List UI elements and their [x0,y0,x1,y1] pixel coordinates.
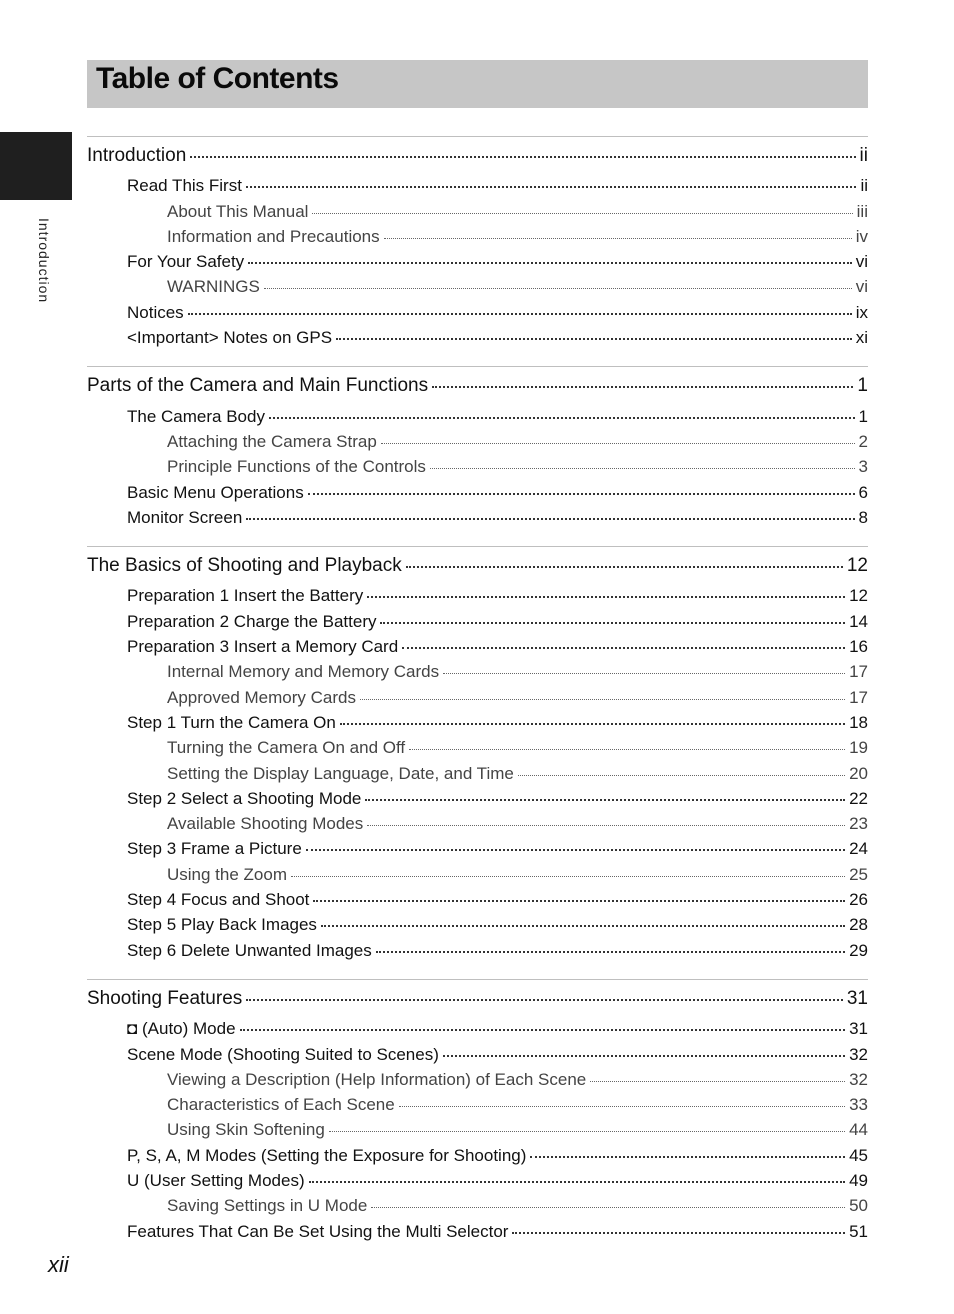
dot-leader [590,1079,845,1082]
toc-entry-label: ◘ (Auto) Mode [127,1019,236,1039]
toc-entry-label: Basic Menu Operations [127,482,304,502]
dot-leader [246,516,854,520]
toc-entry-page: vi [855,277,868,297]
toc-entry[interactable] [87,249,868,274]
toc-entry-label: Preparation 2 Charge the Battery [127,611,377,631]
toc-section-heading[interactable] [87,553,868,578]
toc-entry[interactable] [87,609,868,634]
toc-entry-label: Preparation 3 Insert a Memory Card [127,637,399,657]
dot-leader [409,747,845,750]
toc-entry-page: 14 [849,611,868,631]
section-page: 1 [857,375,868,397]
toc-entry[interactable] [87,836,868,861]
toc-entry[interactable] [87,325,868,350]
toc-entry[interactable] [87,1042,868,1067]
dot-leader [269,415,855,419]
toc-subentry[interactable] [87,1193,868,1218]
toc-entry[interactable] [87,887,868,912]
dot-leader [329,1129,845,1132]
toc-entry-label: Information and Precautions [167,226,380,246]
dot-leader [312,211,852,214]
toc-entry-label: Characteristics of Each Scene [167,1095,395,1115]
dot-leader [512,1230,845,1234]
section-title: Parts of the Camera and Main Functions [87,375,429,397]
toc-entry-page: 50 [849,1196,868,1216]
toc-entry-page: 29 [849,940,868,960]
dot-leader [306,847,845,851]
toc-section [87,366,868,530]
section-gap [87,963,868,979]
toc-subentry[interactable] [87,199,868,224]
dot-leader [308,491,855,495]
toc-entry[interactable] [87,480,868,505]
toc-entry-label: Scene Mode (Shooting Suited to Scenes) [127,1044,439,1064]
toc-entry-page: 44 [849,1120,868,1140]
toc-entry-label: Attaching the Camera Strap [167,431,377,451]
dot-leader [399,1104,845,1107]
toc-entry-label: Viewing a Description (Help Information) of Each Scene [167,1069,587,1089]
toc-entry-page: 12 [849,586,868,606]
toc-entry-page: 3 [858,457,868,477]
dot-leader [367,594,845,598]
toc-entry-page: 17 [849,662,868,682]
toc-entry-label: U (User Setting Modes) [127,1170,305,1190]
dot-leader [291,874,845,877]
dot-leader [248,260,852,264]
toc-subentry[interactable] [87,224,868,249]
toc-entry-page: vi [855,252,868,272]
chapter-side-label: Introduction [36,218,52,304]
toc-entry-label: Setting the Display Language, Date, and Time [167,763,514,783]
title-bar [87,60,868,108]
toc-section [87,979,868,1244]
dot-leader [360,697,845,700]
dot-leader [188,311,852,315]
section-gap [87,530,868,546]
dot-leader [313,898,845,902]
toc-entry[interactable] [87,938,868,963]
dot-leader [530,1154,845,1158]
toc-entry-page: 18 [849,712,868,732]
section-gap [87,350,868,366]
toc-entry-label: Step 4 Focus and Shoot [127,890,310,910]
toc-entry[interactable] [87,634,868,659]
toc-subentry[interactable] [87,1067,868,1092]
toc-entry-label: Internal Memory and Memory Cards [167,662,440,682]
dot-leader [264,286,852,289]
toc-entry[interactable] [87,300,868,325]
dot-leader [432,384,853,388]
toc-entry[interactable] [87,404,868,429]
toc-entry-page: 1 [858,406,868,426]
page-title: Table of Contents [96,62,339,95]
toc-entry-page: 32 [849,1044,868,1064]
toc-section [87,136,868,350]
toc-subentry[interactable] [87,659,868,684]
section-page: 31 [846,987,868,1009]
toc-entry-label: Using the Zoom [167,864,287,884]
toc-subentry[interactable] [87,454,868,479]
toc-entry-label: Turning the Camera On and Off [167,738,406,758]
toc-entry[interactable] [87,1168,868,1193]
dot-leader [246,997,843,1001]
dot-leader [336,336,852,340]
section-page: 12 [846,555,868,577]
toc-entry-page: 24 [849,839,868,859]
toc-entry-label: Saving Settings in U Mode [167,1196,368,1216]
toc-entry-label: Principle Functions of the Controls [167,457,426,477]
toc-entry-label: WARNINGS [167,277,260,297]
toc-entry-page: ix [855,302,868,322]
dot-leader [365,797,845,801]
toc-entry-label: About This Manual [167,201,309,221]
toc-entry[interactable] [87,710,868,735]
toc-subentry[interactable] [87,1092,868,1117]
dot-leader [240,1027,846,1031]
toc-entry[interactable] [87,1016,868,1041]
dot-leader [430,466,855,469]
toc-subentry[interactable] [87,429,868,454]
toc-entry-page: 8 [858,507,868,527]
dot-leader [443,671,845,674]
toc-subentry[interactable] [87,862,868,887]
toc-entry-page: 16 [849,637,868,657]
toc-subentry[interactable] [87,811,868,836]
toc-entry-page: 28 [849,915,868,935]
toc-entry[interactable] [87,912,868,937]
dot-leader [246,184,856,188]
toc-entry[interactable] [87,505,868,530]
toc-entry[interactable] [87,1219,868,1244]
toc-entry-page: 2 [858,431,868,451]
dot-leader [443,1053,845,1057]
dot-leader [518,773,845,776]
dot-leader [190,154,855,158]
section-page: ii [859,145,868,166]
toc-entry-label: P, S, A, M Modes (Setting the Exposure for Shooting) [127,1145,527,1165]
toc-entry-page: 23 [849,814,868,834]
toc-entry-label: Step 5 Play Back Images [127,915,317,935]
toc-entry-label: Features That Can Be Set Using the Multi Selector [127,1221,509,1241]
dot-leader [384,236,852,239]
toc-entry-label: Preparation 1 Insert the Battery [127,586,364,606]
toc-entry-page: xi [855,328,868,348]
dot-leader [376,949,845,953]
toc-entry-page: 20 [849,763,868,783]
toc-entry-page: 25 [849,864,868,884]
toc-entry-page: ii [860,176,868,196]
toc-subentry[interactable] [87,685,868,710]
toc-entry-page: 51 [849,1221,868,1241]
dot-leader [367,823,845,826]
toc-subentry[interactable] [87,1117,868,1142]
toc-entry-page: 22 [849,788,868,808]
toc-entry-page: 49 [849,1170,868,1190]
toc-entry-page: iv [855,226,868,246]
dot-leader [406,564,843,568]
section-title: Introduction [87,145,187,166]
toc-entry-label: The Camera Body [127,406,265,426]
toc-section-heading[interactable] [87,143,868,168]
dot-leader [321,923,845,927]
dot-leader [381,441,855,444]
toc-entry-label: Step 3 Frame a Picture [127,839,302,859]
toc-entry-page: 32 [849,1069,868,1089]
toc-entry-label: For Your Safety [127,252,245,272]
toc-entry-page: iii [856,201,868,221]
toc-entry[interactable] [87,173,868,198]
toc-entry-label: Approved Memory Cards [167,687,356,707]
toc-entry[interactable] [87,583,868,608]
page-number: xii [48,1252,69,1277]
section-title: Shooting Features [87,987,243,1009]
toc-entry-label: Step 6 Delete Unwanted Images [127,940,372,960]
dot-leader [402,645,845,649]
toc-entry-page: 17 [849,687,868,707]
toc-section-heading[interactable] [87,986,868,1011]
toc-entry[interactable] [87,786,868,811]
toc-section-heading[interactable] [87,373,868,398]
table-of-contents [87,136,868,1244]
toc-entry-label: Step 1 Turn the Camera On [127,712,336,732]
toc-subentry[interactable] [87,735,868,760]
toc-entry-page: 31 [849,1019,868,1039]
toc-subentry[interactable] [87,274,868,299]
toc-subentry[interactable] [87,761,868,786]
section-title: The Basics of Shooting and Playback [87,555,402,577]
toc-entry-label: Step 2 Select a Shooting Mode [127,788,362,808]
toc-entry-label: Read This First [127,176,242,196]
toc-entry-page: 19 [849,738,868,758]
toc-entry-label: Available Shooting Modes [167,814,364,834]
dot-leader [340,721,845,725]
dot-leader [380,620,845,624]
toc-entry[interactable] [87,1143,868,1168]
toc-entry-label: Using Skin Softening [167,1120,325,1140]
toc-entry-page: 26 [849,890,868,910]
toc-entry-page: 45 [849,1145,868,1165]
toc-entry-page: 33 [849,1095,868,1115]
dot-leader [309,1179,845,1183]
toc-entry-page: 6 [858,482,868,502]
toc-entry-label: Monitor Screen [127,507,243,527]
toc-section [87,546,868,963]
chapter-tab [0,132,72,200]
toc-entry-label: Notices [127,302,184,322]
dot-leader [371,1205,845,1208]
toc-entry-label: <Important> Notes on GPS [127,328,333,348]
